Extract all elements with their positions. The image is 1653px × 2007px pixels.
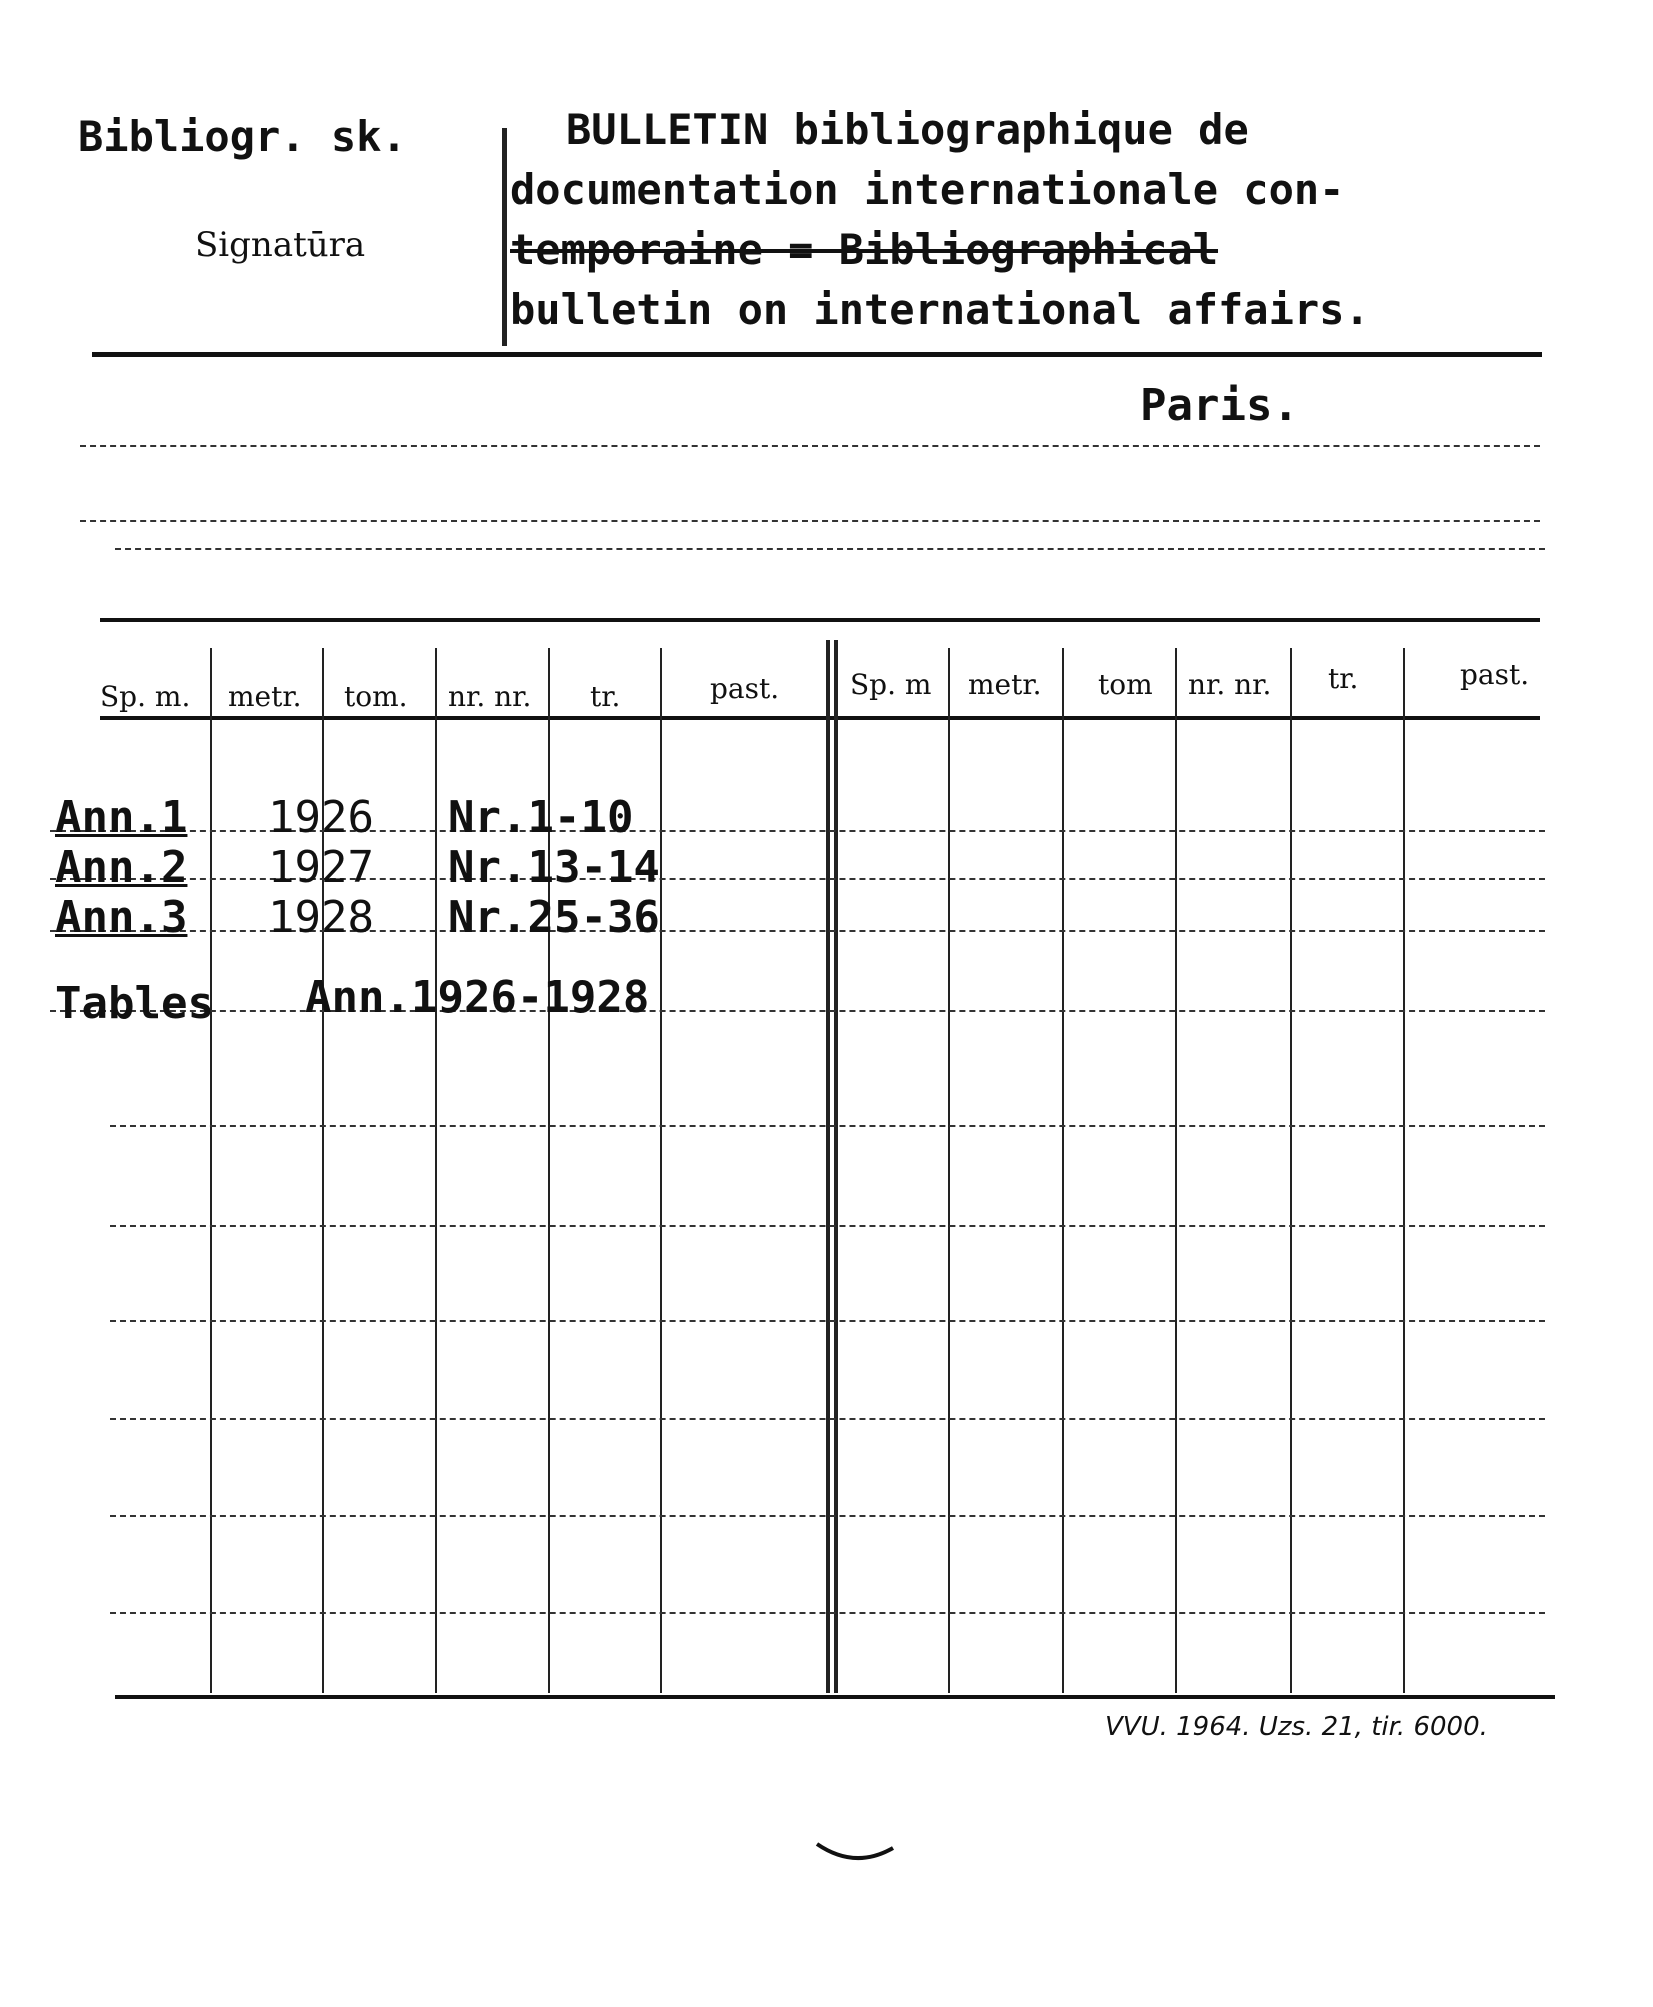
blank-line-2	[80, 520, 1540, 522]
center-divider	[834, 640, 838, 1693]
header-tom-right: tom	[1098, 668, 1153, 701]
blank-line-1	[80, 445, 1540, 447]
header-tom: tom.	[344, 680, 408, 713]
table-row-2-numbers: Nr.13-14	[448, 842, 660, 893]
header-past-right: past.	[1460, 658, 1530, 691]
row-line	[110, 1515, 1545, 1517]
col-line	[948, 648, 950, 1693]
row-line	[110, 1612, 1545, 1614]
header-metr: metr.	[228, 680, 302, 713]
tables-range: Ann.1926-1928	[305, 972, 650, 1023]
row-line	[110, 1320, 1545, 1322]
place-of-publication: Paris.	[1140, 380, 1299, 431]
table-row-3-year: 1928	[268, 892, 374, 943]
col-line	[210, 648, 212, 1693]
col-line	[1062, 648, 1064, 1693]
table-row-2-year: 1927	[268, 842, 374, 893]
header-rule	[92, 352, 1542, 357]
table-header-rule	[100, 716, 1540, 720]
section-code: Bibliogr. sk.	[78, 112, 407, 161]
header-nr-nr-right: nr. nr.	[1188, 668, 1272, 701]
col-line	[660, 648, 662, 1693]
title-line-4: bulletin on international affairs.	[510, 285, 1370, 334]
row-line	[50, 1010, 1545, 1012]
smudge-mark	[815, 1840, 895, 1870]
table-row-1-annus: Ann.1	[55, 792, 188, 843]
header-sp-m: Sp. m.	[100, 680, 191, 713]
header-divider	[502, 128, 507, 346]
blank-line-3	[115, 548, 1545, 550]
table-row-3-annus: Ann.3	[55, 892, 188, 943]
col-line	[1290, 648, 1292, 1693]
tables-label: Tables	[55, 978, 214, 1029]
center-divider	[826, 640, 830, 1693]
row-line	[110, 1418, 1545, 1420]
table-row-1-year: 1926	[268, 792, 374, 843]
table-row-3-numbers: Nr.25-36	[448, 892, 660, 943]
footer-print-note: VVU. 1964. Uzs. 21, tir. 6000.	[1105, 1712, 1488, 1742]
signature-label: Signatūra	[195, 225, 366, 265]
header-sp-m-right: Sp. m	[850, 668, 932, 701]
col-line	[1403, 648, 1405, 1693]
table-row-1-numbers: Nr.1-10	[448, 792, 634, 843]
header-past: past.	[710, 672, 780, 705]
title-line-2: documentation internationale con-	[510, 165, 1345, 214]
header-tr: tr.	[590, 680, 621, 713]
row-line	[110, 1225, 1545, 1227]
table-bottom-rule	[115, 1695, 1555, 1699]
col-line	[435, 648, 437, 1693]
row-line	[110, 1125, 1545, 1127]
header-metr-right: metr.	[968, 668, 1042, 701]
header-nr-nr: nr. nr.	[448, 680, 532, 713]
table-row-2-annus: Ann.2	[55, 842, 188, 893]
title-block	[510, 100, 1630, 340]
col-line	[1175, 648, 1177, 1693]
table-top-rule	[100, 618, 1540, 622]
title-line-3: temporaine = Bibliographical	[510, 225, 1219, 274]
title-line-1: BULLETIN bibliographique de	[566, 105, 1249, 154]
header-tr-right: tr.	[1328, 662, 1359, 695]
